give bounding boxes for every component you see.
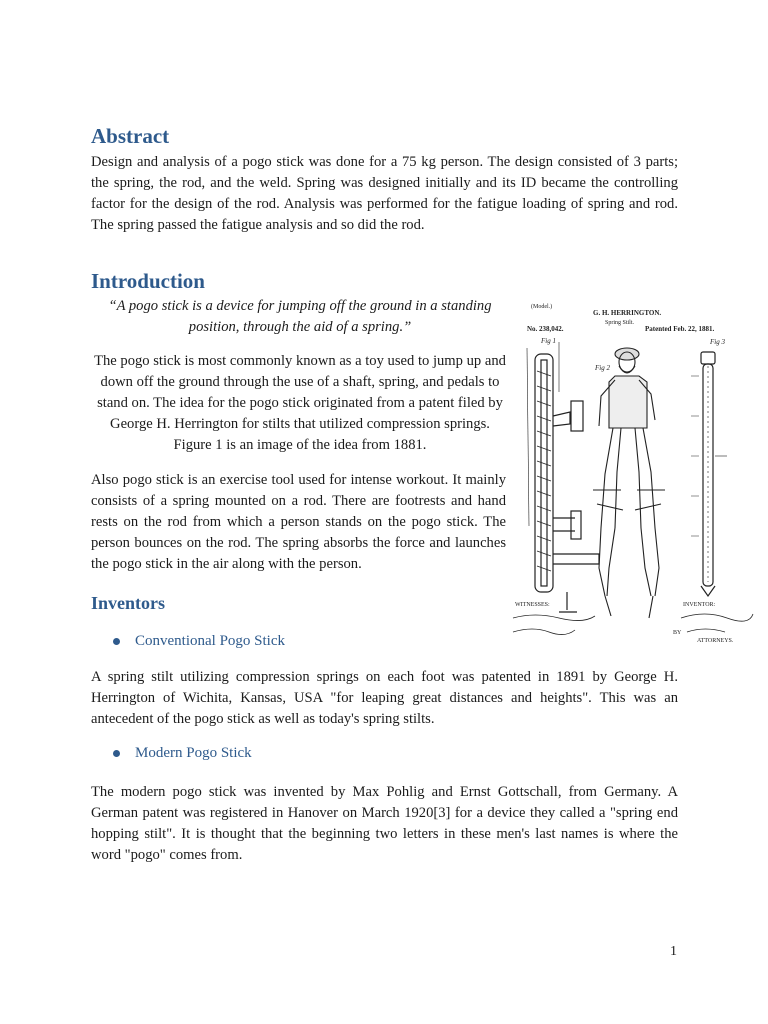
fig-attorneys-label: ATTORNEYS. xyxy=(697,638,734,644)
inventors-paragraph-2: The modern pogo stick was invented by Max Pohlig and Ernst Gottschall, from Germany. A German patent was registered in Hanover on March 1920[3] for a device they called a "spring end hopping stilt". It is thought that the beginning two letters in these men's last names is where the word "pogo" comes from. xyxy=(91,784,678,863)
bullet-modern-label: Modern Pogo Stick xyxy=(135,745,252,761)
fig-by-label: BY xyxy=(673,630,682,636)
fig-patented: Patented Feb. 22, 1881. xyxy=(645,325,715,333)
introduction-heading: Introduction xyxy=(91,269,205,293)
bullet-conventional-label: Conventional Pogo Stick xyxy=(135,633,285,649)
inventors-paragraph-1: A spring stilt utilizing compression springs on each foot was patented in 1891 by George H. Herrington of Wichita, Kansas, USA "for leaping great distances and heights". This was an antecedent of the pogo stick as well as today's spring stilts. xyxy=(91,669,678,727)
intro-paragraph-1: The pogo stick is most commonly known as a toy used to jump up and down off the ground through the use of a shaft, spring, and pedals to stand on. The idea for the pogo stick originated from a patent filed by George H. Herrington for stilts that utilized compression springs. Figure 1 is an image of the idea from 1881. xyxy=(94,353,506,453)
abstract-text: Design and analysis of a pogo stick was done for a 75 kg person. The design consisted of 3 parts; the spring, the rod, and the weld. Spring was designed initially and its ID became the controlling factor for the design of the rod. Analysis was performed for the fatigue loading of spring and rod. The spring passed the fatigue analysis and so did the rod. xyxy=(91,154,678,233)
fig-witnesses-label: WITNESSES: xyxy=(515,602,550,608)
bullet-dot-icon xyxy=(113,638,120,645)
patent-figure xyxy=(505,296,755,650)
intro-paragraph-2: Also pogo stick is an exercise tool used for intense workout. It mainly consists of a spring mounted on a rod. There are footrests and hand rests on the rod from which a person stands on the pogo stick. The person bounces on the rod. The spring absorbs the force and launches the pogo stick in the air along with the person. xyxy=(91,472,506,572)
fig-patent-no: No. 238,042. xyxy=(527,325,564,333)
patent-drawing xyxy=(505,296,755,650)
fig1-label: Fig 1 xyxy=(541,337,556,345)
fig-title: Spring Stilt. xyxy=(605,320,635,326)
intro-quote: “A pogo stick is a device for jumping off the ground in a standing position, through the aid of a spring.” xyxy=(108,298,492,335)
abstract-heading: Abstract xyxy=(91,124,170,148)
bullet-conventional xyxy=(113,633,285,650)
inventors-heading: Inventors xyxy=(91,593,166,613)
fig-inventor-label: INVENTOR: xyxy=(683,602,716,608)
bullet-dot-icon xyxy=(113,750,120,757)
fig2-label: Fig 2 xyxy=(595,364,610,372)
fig-inventor-name: G. H. HERRINGTON. xyxy=(593,309,662,317)
fig-model-label: (Model.) xyxy=(531,304,553,310)
page-number: 1 xyxy=(670,944,677,959)
bullet-modern xyxy=(113,745,252,762)
fig3-label: Fig 3 xyxy=(710,338,725,346)
